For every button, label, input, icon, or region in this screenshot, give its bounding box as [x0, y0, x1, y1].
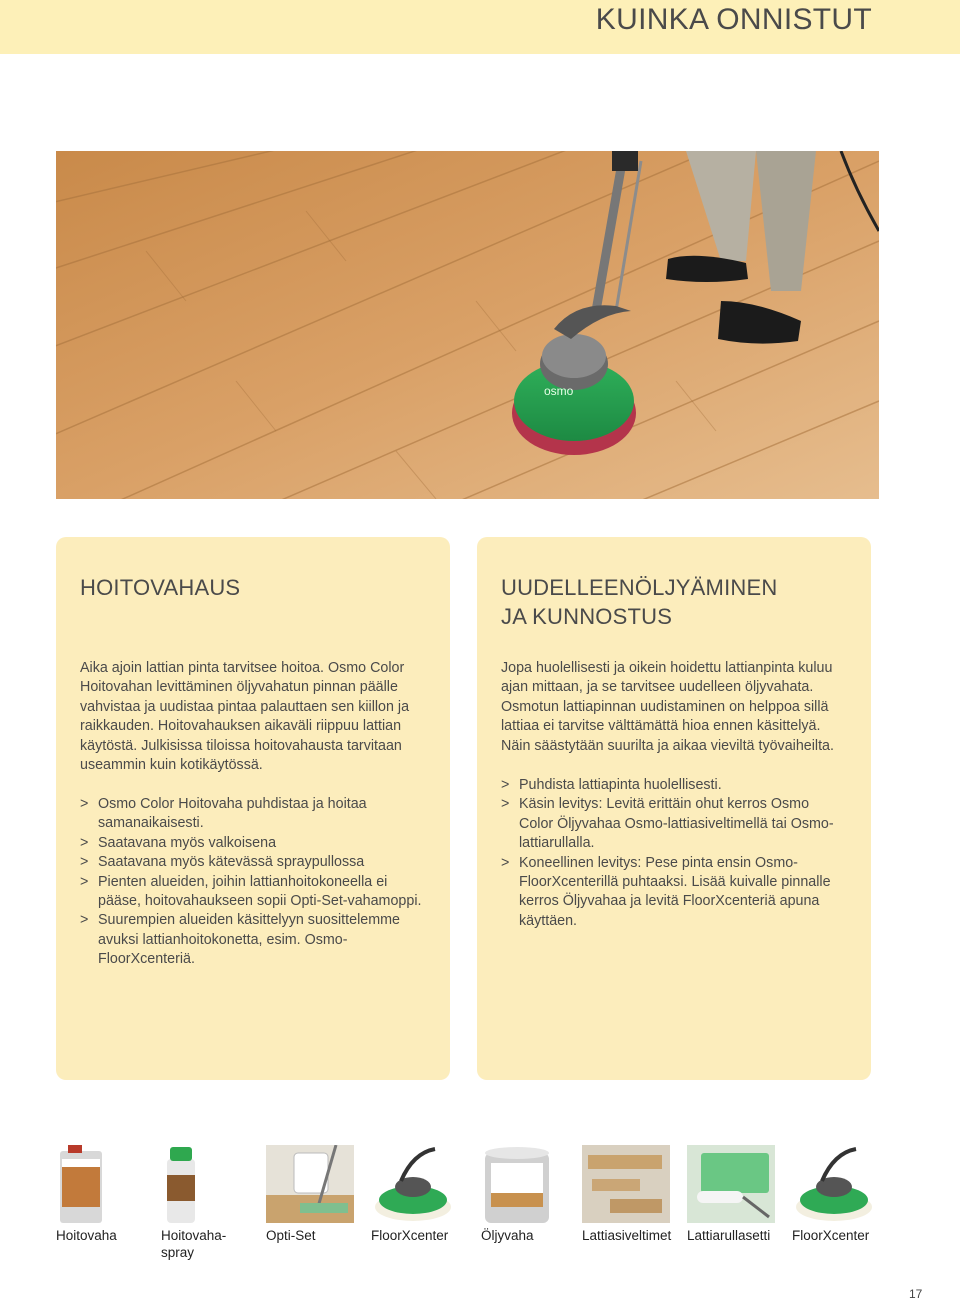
product-floorxcenter[interactable] [371, 1145, 471, 1244]
list-item: > Puhdista lattiapinta huolellisesti. [501, 776, 841, 795]
product-lattiasiveltimet[interactable] [582, 1145, 682, 1244]
header-band [0, 0, 960, 54]
product-oljyvaha[interactable] [481, 1145, 581, 1244]
list-item: > Osmo Color Hoitovaha puhdistaa ja hoitaa samanaikaisesti. [80, 796, 367, 832]
product-label: Lattiasiveltimet [582, 1228, 672, 1243]
product-hoitovaha-spray[interactable] [161, 1145, 261, 1261]
list-item: > Pienten alueiden, joihin lattianhoitokoneella ei pääse, hoitovahaukseen sopii Opti-Set-vahamoppi. [80, 873, 422, 910]
uudelleenoljyaminen-card [477, 537, 871, 1080]
bullet-marker: > [80, 873, 89, 890]
product-lattiarullasetti[interactable] [687, 1145, 787, 1244]
hero-photo [56, 151, 879, 499]
bullet-marker: > [80, 834, 89, 851]
product-label: Lattiarullasetti [687, 1228, 771, 1243]
list-item: > Suurempien alueiden käsittelyyn suosittelemme avuksi lattianhoitokonetta, esim. Osmo-FloorXcenteriä. [80, 912, 400, 968]
product-floorxcenter-2[interactable] [792, 1145, 892, 1244]
bullet-marker: > [501, 777, 510, 793]
list-item: > Käsin levitys: Levitä erittäin ohut kerros Osmo Color Öljyvahaa Osmo-lattiasiveltimellä tai Osmo-lattiarullalla. [501, 796, 834, 852]
floor-machine-photo [56, 151, 879, 499]
floor-brush-icon [582, 1145, 674, 1225]
spray-can-icon [161, 1145, 253, 1225]
uudelleenoljyaminen-intro: Jopa huolellisesti ja oikein hoidettu lattianpinta kuluu ajan mittaan, ja se tarvitsee uudelleen öljyvahata. Osmotun lattiapinnan uudistaminen on helppoa sillä lattiaa ei tarvitse välttämättä hioa ennen käsittelyä. Näin säästytään suurilta ja aikaa vieviltä työvaiheilta. [501, 660, 834, 754]
product-label: FloorXcenter [371, 1228, 449, 1243]
hoitovahaus-intro: Aika ajoin lattian pinta tarvitsee hoitoa. Osmo Color Hoitovahan levittäminen öljyvahatun pinnan päälle vahvistaa ja uudistaa pintaa palauttaen sen kiillon ja raikkauden. Hoitovahauksen aikaväli riippuu lattian käytöstä. Julkisissa tiloissa hoitovahausta tarvitaan useammin kuin kotikäytössä. [80, 660, 410, 774]
hoitovahaus-bullet-list [80, 795, 430, 970]
roller-set-icon [687, 1145, 779, 1225]
product-opti-set[interactable] [266, 1145, 366, 1244]
list-item: > Saatavana myös valkoisena [80, 834, 430, 853]
hoitovahaus-heading: HOITOVAHAUS [80, 575, 241, 600]
product-label: Hoitovaha [56, 1228, 117, 1243]
bullet-marker: > [501, 796, 510, 813]
product-label: FloorXcenter [792, 1228, 870, 1243]
product-hoitovaha[interactable] [56, 1145, 156, 1244]
bullet-marker: > [80, 912, 89, 929]
hoitovahaus-card [56, 537, 450, 1080]
wax-can-icon [56, 1145, 148, 1225]
product-label: Opti-Set [266, 1228, 316, 1243]
bullet-marker: > [80, 796, 89, 812]
list-item: > Koneellinen levitys: Pese pinta ensin Osmo-FloorXcenterillä puhtaaksi. Lisää kuivalle pinnalle kerros Öljyvahaa ja levitä FloorXcenteriä apuna käyttäen. [501, 854, 831, 929]
product-label: Öljyvaha [481, 1228, 534, 1243]
page-title: KUINKA ONNISTUT [595, 3, 872, 36]
floor-machine-icon [371, 1145, 463, 1225]
mop-set-icon [266, 1145, 358, 1225]
page-number: 17 [909, 1287, 923, 1301]
list-item: > Saatavana myös kätevässä spraypullossa [80, 853, 430, 872]
bullet-marker: > [80, 854, 89, 871]
machine-brand-text: osmo [544, 384, 574, 398]
uudelleenoljyaminen-bullet-list [501, 776, 841, 931]
product-strip [56, 1145, 886, 1265]
product-label: Hoitovaha- spray [161, 1228, 227, 1260]
floor-machine-icon [792, 1145, 884, 1225]
oil-wax-tin-icon [481, 1145, 573, 1225]
uudelleenoljyaminen-heading: UUDELLEENÖLJYÄMINEN JA KUNNOSTUS [501, 575, 778, 629]
bullet-marker: > [501, 854, 510, 871]
